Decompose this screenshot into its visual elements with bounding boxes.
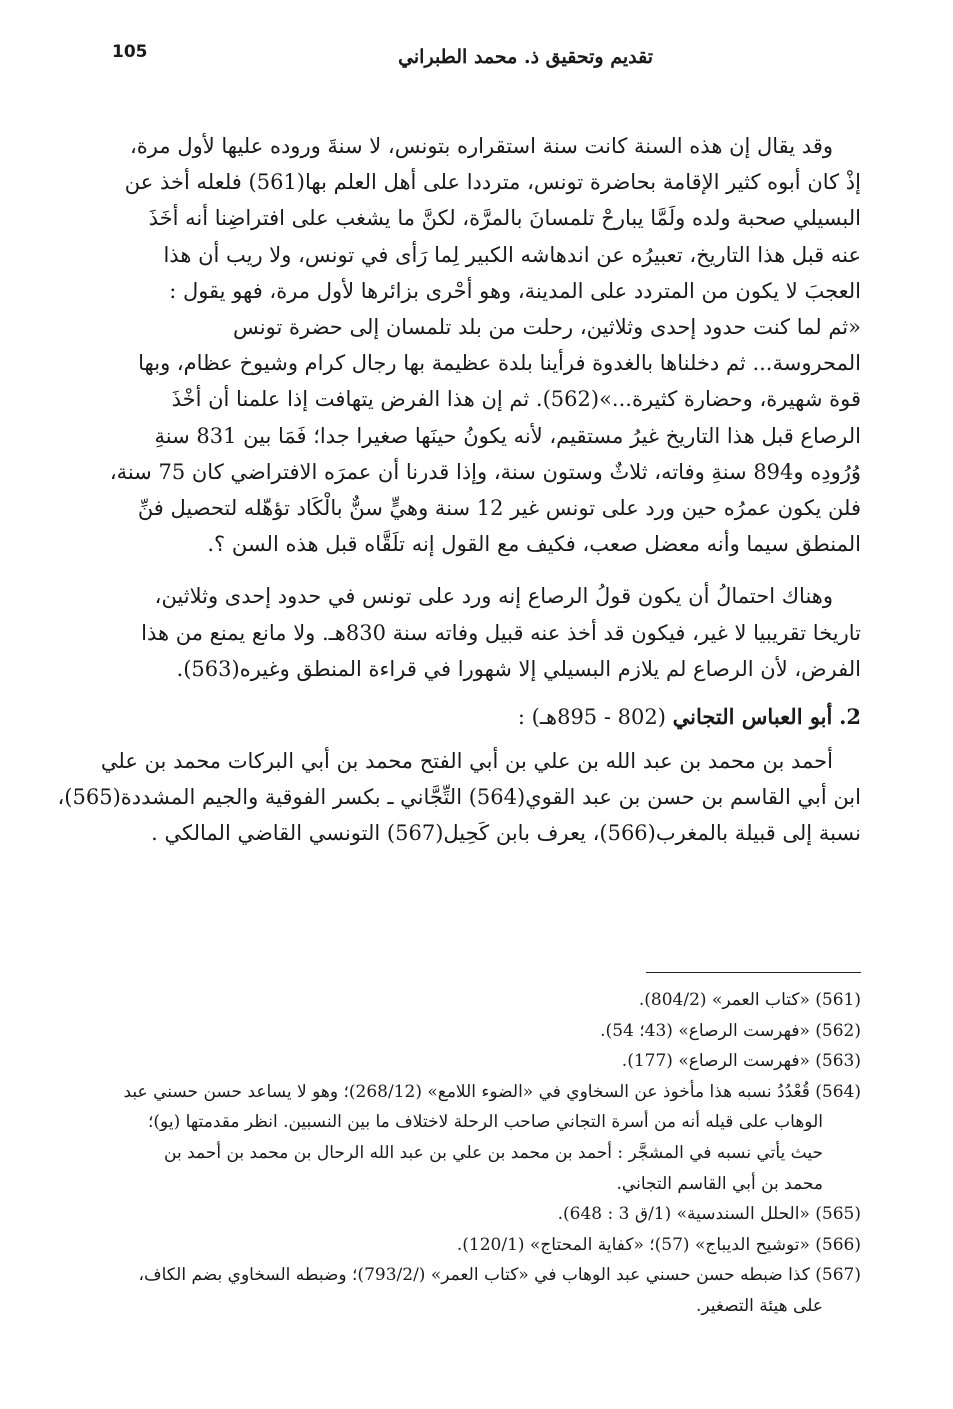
footnote-text: (562) «فهرست الرصاع» (43؛ 54). (600, 1020, 861, 1041)
footnote-563 (89, 1046, 861, 1077)
text-line: البسيلي صحبة ولده ولَمَّا يبارحْ تلمسانَ بالمرَّة، لكنَّ ما يشغب على افتراضِنا أنه أخَذَ (148, 206, 861, 231)
footnote-562 (89, 1016, 861, 1047)
biography-paragraph (57, 743, 861, 852)
text-line: الفرض، لأن الرصاع لم يلازم البسيلي إلا شهورا في قراءة المنطق وغيره(563). (176, 656, 861, 681)
text-line: فلن يكون عمرُه حين ورد على تونس غير 12 سنة وهيٍّ سنٌّ بالْكَاد تؤهّله لتحصيل فنِّ (137, 496, 861, 521)
footnote-text: (564) قُعْدُدُ نسبه هذا مأخوذ عن السخاوي في «الضوء اللامع» (268/12)؛ وهو لا يساعد حسن حسني عبد (123, 1081, 861, 1102)
footnote-rule (646, 972, 861, 973)
footnotes (89, 972, 861, 1322)
footnote-text: محمد بن أبي القاسم التجاني. (616, 1173, 823, 1194)
footnote-text: (565) «الحلل السندسية» (1/ق 3 : 648). (557, 1204, 861, 1225)
footnote-text: (566) «توشيح الديباج» (57)؛ «كفاية المحتاج» (120/1). (456, 1234, 861, 1255)
text-line: عنه قبل هذا التاريخ، تعبيرُه عن اندهاشه الكبير لِما رَأى في تونس، ولا ريب أن هذا (163, 242, 861, 267)
text-line: وقد يقال إن هذه السنة كانت سنة استقراره بتونس، لا سنةَ وروده عليها لأول مرة، (130, 134, 833, 158)
text-line: نسبة إلى قبيلة بالمغرب(566)، يعرف بابن كَحِيل(567) التونسي القاضي المالكي . (151, 821, 861, 846)
section-dates: (802 - 895هـ) : (517, 705, 666, 730)
footnote-text: الوهاب على قيله أنه من أسرة التجاني صاحب الرحلة لاختلاف ما بين النسبين. انظر مقدمتها (يو)؛ (148, 1112, 823, 1133)
text-line: «ثم لما كنت حدود إحدى وثلاثين، رحلت من بلد تلمسان إلى حضرة تونس (233, 315, 861, 340)
text-line: أحمد بن محمد بن عبد الله بن علي بن أبي الفتح محمد بن أبي البركات محمد بن علي (100, 749, 833, 774)
text-line: الرصاع قبل هذا التاريخ غيرُ مستقيم، لأنه يكونُ حينَها صغيرا جدا؛ فَمَا بين 831 سنةِ (154, 423, 861, 448)
section-name: أبو العباس التجاني (672, 704, 833, 730)
footnote-text: (567) كذا ضبطه حسن حسني عبد الوهاب في «كتاب العمر» (/793/2)؛ وضبطه السخاوي بضم الكاف، (138, 1265, 861, 1286)
text-line: قوة شهيرة، وحضارة كثيرة...»(562). ثم إن هذا الفرض يتهافت إذا علمنا أن أخْذَ (171, 387, 861, 412)
text-line: تاريخا تقريبيا لا غير، فيكون قد أخذ عنه قبيل وفاته سنة 830هـ. ولا مانع يمنع من هذا (141, 620, 861, 645)
text-line: المنطق سيما وأنه معضل صعب، فكيف مع القول إنه تلَقَّاه قبل هذه السن ؟. (207, 532, 861, 557)
footnote-text: (561) «كتاب العمر» (804/2). (638, 990, 861, 1010)
section-number: 2. (839, 704, 861, 730)
footnote-566 (89, 1230, 861, 1261)
running-head: تقديم وتحقيق ذ. محمد الطبراني (398, 46, 653, 68)
text-line: إذْ كان أبوه كثير الإقامة بحاضرة تونس، مترددا على أهل العلم بها(561) فلعله أخذ عن (124, 170, 861, 195)
paragraph-2 (89, 578, 861, 687)
text-line: ابن أبي القاسم بن حسن بن عبد القوي(564) التِّجَّاني ـ بكسر الفوقية والجيم المشددة(565)، (57, 785, 861, 810)
text-line: وهناك احتمالُ أن يكون قولُ الرصاع إنه ورد على تونس في حدود إحدى وثلاثين، (154, 584, 833, 609)
footnote-text: على هيئة التصغير. (696, 1295, 823, 1316)
footnote-564 (89, 1077, 861, 1199)
footnote-text: (563) «فهرست الرصاع» (177). (621, 1051, 861, 1072)
page-number: 105 (112, 42, 148, 62)
main-text (57, 128, 861, 852)
footnote-text: حيث يأتي نسبه في المشجَّر : أحمد بن محمد بن علي بن عبد الله الرحال بن محمد بن أحمد بن (164, 1142, 823, 1163)
section-heading (89, 699, 861, 735)
text-line: المحروسة... ثم دخلناها بالغدوة فرأينا بلدة عظيمة بها رجال كرام وشيوخ عظام، وبها (138, 351, 861, 376)
paragraph-gap (89, 562, 861, 578)
footnote-567 (89, 1260, 861, 1321)
footnote-561 (89, 985, 861, 1016)
text-line: وُرُودِه و894 سنةِ وفاته، ثلاثٌ وستون سنة، وإذا قدرنا أن عمرَه الافتراضي كان 75 سنة، (109, 459, 861, 484)
text-line: العجبَ لا يكون من المتردد على المدينة، وهو أحْرى بزائرها لأول مرة، فهو يقول : (169, 278, 861, 303)
paragraph-1 (89, 128, 861, 562)
footnote-565 (89, 1199, 861, 1230)
